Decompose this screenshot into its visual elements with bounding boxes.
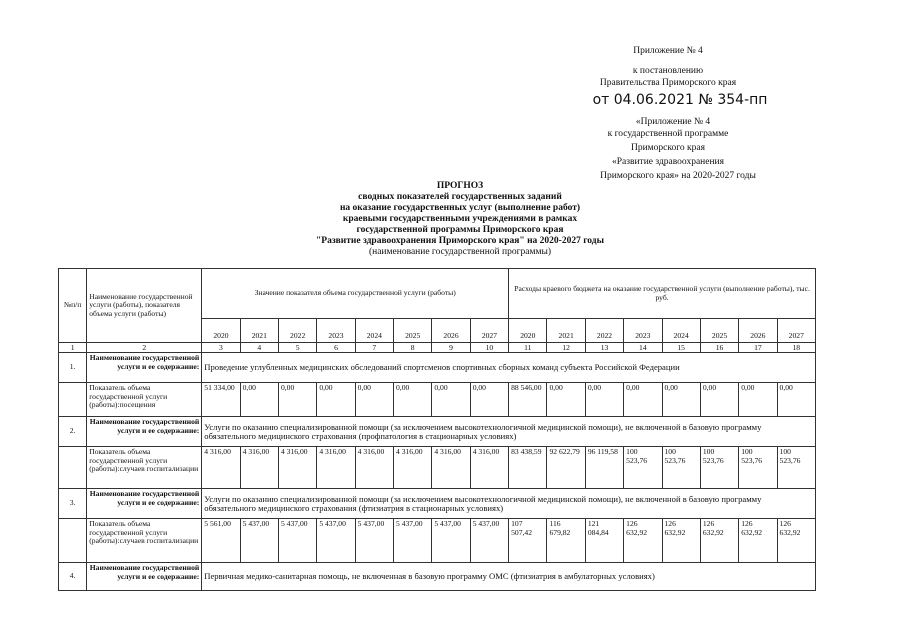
col-num-header: №п/п [59, 269, 87, 343]
value-cell: 92 622,79 [547, 447, 585, 489]
value-cell: 0,00 [739, 383, 777, 417]
value-cell: 100 523,76 [662, 447, 700, 489]
government-label: Правительства Приморского края [599, 78, 737, 88]
value-cell: 5 437,00 [432, 519, 470, 563]
value-cell: 100 523,76 [739, 447, 777, 489]
column-index: 12 [547, 343, 585, 353]
value-cell: 121 084,84 [585, 519, 623, 563]
column-index: 13 [585, 343, 623, 353]
value-cell: 126 632,92 [700, 519, 738, 563]
year-header: 2021 [547, 319, 585, 343]
year-header: 2022 [585, 319, 623, 343]
year-header: 2023 [624, 319, 662, 343]
resolution-number: от 04.06.2021 № 354-пп [592, 92, 768, 108]
year-header: 2020 [509, 319, 547, 343]
title-line-5: государственной программы Приморского края [356, 225, 564, 235]
value-cell: 0,00 [700, 383, 738, 417]
col-volume-header: Значение показателя объема государственной услуги (работы) [202, 269, 509, 319]
year-header: 2024 [662, 319, 700, 343]
title-line-6: "Развитие здравоохранения Приморского края" на 2020-2027 годы [316, 236, 604, 246]
value-cell: 0,00 [278, 383, 316, 417]
document-title [200, 181, 720, 258]
index-row [59, 343, 816, 353]
value-cell: 5 437,00 [355, 519, 393, 563]
region-label: Приморского края [630, 143, 706, 153]
value-cell: 126 632,92 [739, 519, 777, 563]
column-index: 6 [317, 343, 355, 353]
program-name-label: «Развитие здравоохранения [611, 157, 725, 167]
col-name-header: Наименование государственной услуги (работы), показателя объема услуги (работы) [87, 269, 202, 343]
value-cell: 5 437,00 [317, 519, 355, 563]
value-cell: 116 679,82 [547, 519, 585, 563]
year-header: 2025 [700, 319, 738, 343]
title-line-1: ПРОГНОЗ [436, 181, 484, 191]
year-header: 2024 [355, 319, 393, 343]
column-index: 5 [278, 343, 316, 353]
indicator-row [59, 383, 816, 417]
column-index: 2 [87, 343, 202, 353]
value-cell: 126 632,92 [662, 519, 700, 563]
service-description: Услуги по оказанию специализированной помощи (за исключением высокотехнологичной медицинской помощи), не включенной в базовую программу обязательного медицинского страхования (профпатология в стационарных условиях) [202, 417, 816, 447]
column-index: 15 [662, 343, 700, 353]
column-index: 7 [355, 343, 393, 353]
value-cell: 4 316,00 [202, 447, 240, 489]
column-index: 3 [202, 343, 240, 353]
column-index: 8 [394, 343, 432, 353]
value-cell: 0,00 [317, 383, 355, 417]
service-label: Наименование государственной услуги и ее содержание: [87, 489, 202, 519]
value-cell: 4 316,00 [240, 447, 278, 489]
value-cell: 5 561,00 [202, 519, 240, 563]
value-cell: 88 546,00 [509, 383, 547, 417]
title-line-3: на оказание государственных услуг (выполнение работ) [339, 203, 581, 213]
title-line-7: (наименование государственной программы) [368, 247, 552, 257]
value-cell: 96 119,58 [585, 447, 623, 489]
col-expense-header: Расходы краевого бюджета на оказание государственной услуги (выполнение работы), тыс. руб. [509, 269, 816, 319]
value-cell: 0,00 [355, 383, 393, 417]
year-header: 2027 [470, 319, 508, 343]
section-number: 4. [59, 563, 87, 591]
empty-cell [59, 447, 87, 489]
column-index: 11 [509, 343, 547, 353]
service-description: Проведение углубленных медицинских обследований спортсменов спортивных сборных команд субъекта Российской Федерации [202, 353, 816, 383]
value-cell: 0,00 [470, 383, 508, 417]
value-cell: 5 437,00 [470, 519, 508, 563]
value-cell: 0,00 [585, 383, 623, 417]
section-row [59, 563, 816, 591]
to-program-label: к государственной программе [607, 129, 729, 139]
year-header: 2027 [777, 319, 815, 343]
section-number: 1. [59, 353, 87, 383]
column-index: 17 [739, 343, 777, 353]
year-header: 2020 [202, 319, 240, 343]
value-cell: 83 438,59 [509, 447, 547, 489]
value-cell: 100 523,76 [700, 447, 738, 489]
value-cell: 0,00 [662, 383, 700, 417]
indicator-label: Показатель объема государственной услуги (работы):посещения [87, 383, 202, 417]
value-cell: 4 316,00 [432, 447, 470, 489]
value-cell: 5 437,00 [240, 519, 278, 563]
table-header-row [59, 269, 816, 319]
column-index: 9 [432, 343, 470, 353]
service-label: Наименование государственной услуги и ее содержание: [87, 417, 202, 447]
indicator-row [59, 447, 816, 489]
title-line-2: сводных показателей государственных заданий [358, 192, 562, 202]
service-description: Услуги по оказанию специализированной помощи (за исключением высокотехнологичной медицинской помощи), не включенной в базовую программу обязательного медицинского страхования (фтизиатрия в стационарных условиях) [202, 489, 816, 519]
value-cell: 4 316,00 [355, 447, 393, 489]
year-header: 2023 [317, 319, 355, 343]
column-index: 16 [700, 343, 738, 353]
value-cell: 4 316,00 [470, 447, 508, 489]
section-number: 3. [59, 489, 87, 519]
value-cell: 0,00 [394, 383, 432, 417]
section-row [59, 489, 816, 519]
program-years-label: Приморского края» на 2020-2027 годы [600, 171, 756, 181]
indicator-label: Показатель объема государственной услуги (работы):случаев госпитализации [87, 519, 202, 563]
value-cell: 126 632,92 [624, 519, 662, 563]
column-index: 14 [624, 343, 662, 353]
section-number: 2. [59, 417, 87, 447]
value-cell: 126 632,92 [777, 519, 815, 563]
value-cell: 5 437,00 [278, 519, 316, 563]
empty-cell [59, 383, 87, 417]
value-cell: 4 316,00 [317, 447, 355, 489]
value-cell: 0,00 [240, 383, 278, 417]
year-header: 2026 [432, 319, 470, 343]
title-line-4: краевыми государственными учреждениями в рамках [342, 214, 578, 224]
empty-cell [59, 519, 87, 563]
value-cell: 0,00 [432, 383, 470, 417]
value-cell: 4 316,00 [394, 447, 432, 489]
value-cell: 0,00 [624, 383, 662, 417]
indicator-label: Показатель объема государственной услуги (работы):случаев госпитализации [87, 447, 202, 489]
value-cell: 0,00 [777, 383, 815, 417]
section-row [59, 417, 816, 447]
value-cell: 51 334,00 [202, 383, 240, 417]
column-index: 10 [470, 343, 508, 353]
column-index: 18 [777, 343, 815, 353]
year-header: 2021 [240, 319, 278, 343]
prev-appendix-label: «Приложение № 4 [635, 117, 711, 127]
year-header: 2022 [278, 319, 316, 343]
forecast-table [58, 268, 816, 591]
to-resolution: к постановлению [632, 66, 704, 76]
column-index: 1 [59, 343, 87, 353]
year-header: 2025 [394, 319, 432, 343]
section-row [59, 353, 816, 383]
service-description: Первичная медико-санитарная помощь, не включенная в базовую программу ОМС (фтизиатрия в амбулаторных условиях) [202, 563, 816, 591]
service-label: Наименование государственной услуги и ее содержание: [87, 353, 202, 383]
value-cell: 100 523,76 [624, 447, 662, 489]
value-cell: 5 437,00 [394, 519, 432, 563]
value-cell: 0,00 [547, 383, 585, 417]
column-index: 4 [240, 343, 278, 353]
indicator-row [59, 519, 816, 563]
value-cell: 4 316,00 [278, 447, 316, 489]
value-cell: 100 523,76 [777, 447, 815, 489]
appendix-label: Приложение № 4 [633, 46, 703, 56]
value-cell: 107 507,42 [509, 519, 547, 563]
year-header: 2026 [739, 319, 777, 343]
service-label: Наименование государственной услуги и ее содержание: [87, 563, 202, 591]
